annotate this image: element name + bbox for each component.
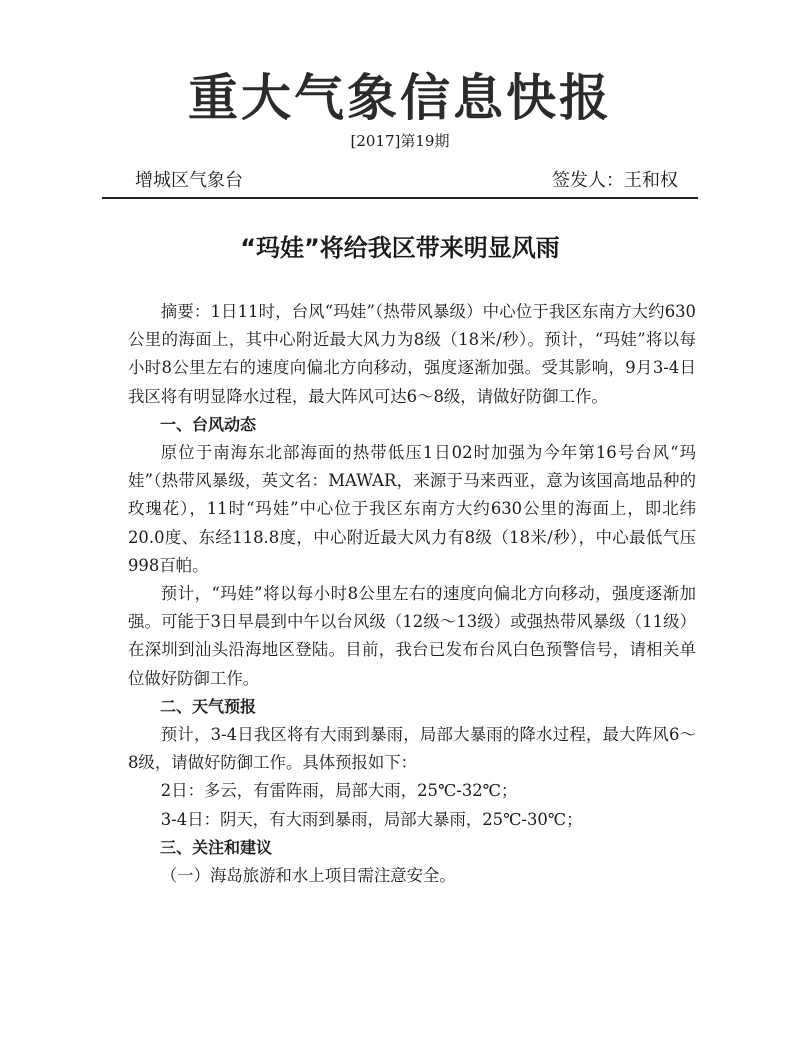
article-body — [128, 298, 696, 890]
header-divider — [102, 197, 698, 199]
section-heading-forecast: 二、天气预报 — [160, 696, 257, 716]
forecast-day-2: 2日：多云，有雷阵雨，局部大雨，25℃-32℃； — [160, 781, 518, 801]
masthead-title: 重大气象信息快报 — [188, 69, 612, 127]
section-heading-typhoon: 一、台风动态 — [160, 414, 257, 434]
issue-number: [2017]第19期 — [350, 132, 450, 150]
typhoon-paragraph-2: 预计，“玛娃”将以每小时8公里左右的速度向偏北方向移动，强度逐渐加强。可能于3日早晨到中午以台风级（12级～13级）或强热带风暴级（11级）在深圳到汕头沿海地区登陆。目前，我台已发布台风白色预警信号，请相关单位做好防御工作。 — [128, 584, 696, 688]
forecast-day-3-4: 3-4日：阴天，有大雨到暴雨，局部大暴雨，25℃-30℃； — [160, 809, 583, 829]
article-title: “玛娃”将给我区带来明显风雨 — [240, 234, 560, 262]
issuing-organization: 增城区气象台 — [135, 170, 243, 191]
signer: 签发人：王和权 — [552, 170, 678, 191]
section-heading-advice: 三、关注和建议 — [160, 837, 273, 857]
summary-paragraph: 摘要：1日11时，台风“玛娃”（热带风暴级）中心位于我区东南方大约630公里的海面上，其中心附近最大风力为8级（18米/秒）。预计，“玛娃”将以每小时8公里左右的速度向偏北方向移动，强度逐渐加强。受其影响，9月3-4日我区将有明显降水过程，最大阵风可达6～8级，请做好防御工作。 — [128, 302, 696, 406]
advice-item-1: （一）海岛旅游和水上项目需注意安全。 — [160, 866, 456, 886]
typhoon-paragraph-1: 原位于南海东北部海面的热带低压1日02时加强为今年第16号台风“玛娃”（热带风暴级，英文名：MAWAR，来源于马来西亚，意为该国高地品种的玫瑰花），11时“玛娃”中心位于我区东南方大约630公里的海面上，即北纬20.0度、东经118.8度，中心附近最大风力有8级（18米/秒），中心最低气压998百帕。 — [128, 443, 696, 575]
forecast-paragraph: 预计，3-4日我区将有大雨到暴雨，局部大暴雨的降水过程，最大阵风6～8级，请做好防御工作。具体预报如下： — [128, 725, 696, 773]
